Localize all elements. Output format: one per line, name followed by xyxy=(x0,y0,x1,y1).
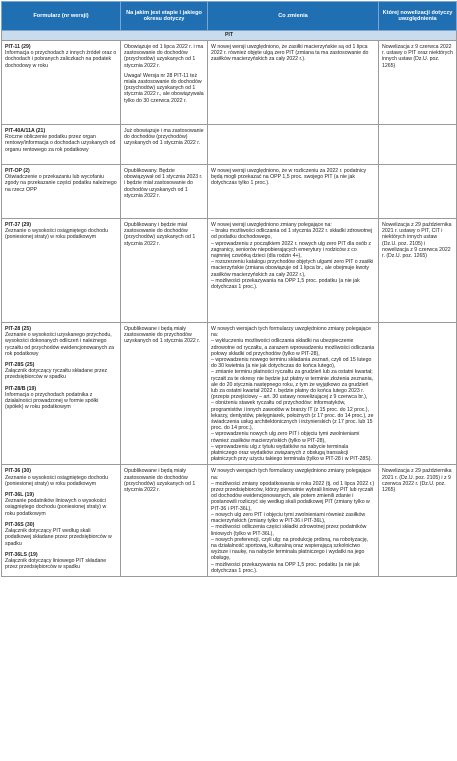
header-amendment: Której nowelizacji dotyczy uwzględnienia xyxy=(379,2,457,31)
status-text: Opublikowane i będą miały zastosowanie do przychodów uzyskanych od 1 stycznia 2022 r. xyxy=(124,326,201,345)
list-item: – wprowadzeniu z początkiem 2022 r. nowych ulg zero PIT dla osób z zagranicy, seniorów niepobierających emerytury i rodziców z co najmniej czwórką dzieci (dla rodzin 4+), xyxy=(211,240,371,260)
status-cell xyxy=(121,465,208,576)
form-description: Roczne obliczenie podatku przez organ rentowy/informacja o dochodach uzyskanych od organu rentowego za rok podatkowy xyxy=(5,134,116,153)
status-text: Opublikowane i będą miały zastosowanie do dochodów (przychodów) uzyskanych od 1 stycznia 2022 r. xyxy=(124,468,196,494)
form-code: PIT-40A/11A (21) xyxy=(5,128,46,134)
changes-lead: W nowej wersji uwzględniono zmiany polegające na: xyxy=(211,222,332,228)
table-row xyxy=(2,165,457,219)
form-code: PIT-36 (30) xyxy=(5,468,31,475)
list-item: – możliwości zmiany opodatkowania w roku 2022 (tj. od 1 lipca 2022 r.) przez przedsiębiorców, którzy pierwotnie wybrali liniowy PIT lub ryczałt od dochodów ewidencjonowanych, ale potem zmienili zdanie i postanowili rozliczyć się według skali podatkowej PIT (zmiany tylko w PIT-36 i PIT-36L), xyxy=(211,480,375,512)
form-description: Załącznik dotyczący PIT według skali podatkowej składane przez przedsiębiorców w spadku xyxy=(5,528,112,547)
changes-cell xyxy=(208,219,379,323)
header-stage: Na jakim jest etapie i jakiego okresu dotyczy xyxy=(121,2,208,31)
changes-list xyxy=(211,338,375,462)
form-cell xyxy=(2,41,121,125)
list-item: – wykluczeniu możliwości odliczania składki na ubezpieczenie zdrowotne od ryczałtu, a zarazem wprowadzeniu możliwości odliczania połowy składki od przychodów (tylko w PIT-28), xyxy=(211,338,375,357)
header-form: Formularz (nr wersji) xyxy=(2,2,121,31)
list-item: – nowych preferencji, czyli ulg: na produkcję próbną, na robotyzację, na działalność sportową, kulturalną oraz wspierającą szkolnictwo wyższe i naukę, na nabycie terminala płatniczego i wydatki na jego obsługę, xyxy=(211,536,369,562)
list-item: – możliwości odliczenia części składki zdrowotnej przez podatników liniowych (tylko w PIT-36L), xyxy=(211,524,367,537)
form-cell xyxy=(2,323,121,465)
form-code: PIT-28/B (19) xyxy=(5,385,37,392)
changes-lead: W nowych wersjach tych formularzy uwzględniono zmiany polegające na: xyxy=(211,326,372,339)
changes-cell xyxy=(208,465,379,576)
changes-lead: W nowej wersji uwzględniono, że zasiłki macierzyńskie są od 1 lipca 2022 r. również objęte ulgą zero PIT (zmiana ta ma zastosowanie do zasiłków macierzyńskich za cały 2022 r.). xyxy=(211,44,369,63)
list-item: – nowych ulg zero PIT i objęciu tymi zwolnieniami również zasiłków macierzyńskich (zmiany tylko w PIT-36 i PIT-36L), xyxy=(211,511,366,525)
form-description: Oświadczenie o przekazaniu lub wycofaniu zgody na przekazanie części podatku należnego na rzecz OPP xyxy=(5,174,117,193)
amendment-text: Nowelizacja z 29 października 2021 r. (Dz.U. poz. 2105) i z 9 czerwca 2022 r. (Dz.U. poz. 1265) xyxy=(382,468,452,494)
list-item: – możliwości przekazywania na OPP 1,5 proc. podatku (a nie jak dotychczas 1 proc.). xyxy=(211,561,360,574)
changes-list xyxy=(211,228,375,290)
list-item: – zmianie terminu płatności ryczałtu za grudzień lub za ostatni kwartał; ryczałt za te okresy nie będzie już płatny w terminie złożenia zeznania, ale do 20 stycznia następnego roku, z tym że wyjątkowo za grudzień lub za ostatni kwartał 2022 r. będzie płatny do końca lutego 2023 r. (przepis przejściowy – art. 30 ustawy nowelizującej z 9 czerwca br.), xyxy=(211,369,374,401)
header-row xyxy=(2,2,457,31)
status-cell xyxy=(121,219,208,323)
form-description: Zeznanie podatników liniowych o wysokości osiągniętego dochodu (poniesionej straty) w roku podatkowym xyxy=(5,498,107,517)
status-note: Uwaga! Wersja nr 28 PIT-11 też miała zastosowanie do dochodów (przychodów) uzyskanych od 1 stycznia 2022 r., ale obowiązywała tylko do 30 czerwca 2022 r. xyxy=(124,72,204,104)
form-code: PIT-11 (29) xyxy=(5,44,31,50)
list-item: – wprowadzeniu ulg z tytułu wydatków na nabycie terminala płatniczego oraz wydatków związanych z obsługą transakcji płatniczych przy użyciu takiego terminala (tylko w PIT-28 i w PIT-28S). xyxy=(211,443,372,463)
form-description: Zeznanie o wysokości uzyskanego przychodu, wysokości dokonanych odliczeń i należnego ryczałtu od przychodów ewidencjonowanych za rok podatkowy xyxy=(5,332,114,357)
header-changes: Co zmienia xyxy=(208,2,379,31)
form-cell xyxy=(2,219,121,323)
form-cell xyxy=(2,165,121,219)
table-row xyxy=(2,219,457,323)
form-description: Załącznik dotyczący ryczałtu składane przez przedsiębiorców w spadku xyxy=(5,368,108,381)
amendment-text: Nowelizacja z 29 października 2021 r. ustawy o PIT, CIT i niektórych innych ustaw (Dz.U. poz. 2105) i nowelizacja z 9 czerwca 2022 r. (Dz.U. poz. 1265) xyxy=(382,222,452,260)
status-text: Już obowiązuje i ma zastosowanie do dochodów (przychodów) uzyskanych od 1 stycznia 2022 r. xyxy=(124,128,204,147)
list-item: – wprowadzeniu nowych ulg zero PIT i objęciu tymi zwolnieniami również zasiłków macierzyńskich (tylko w PIT-28), xyxy=(211,431,360,444)
changes-cell xyxy=(208,41,379,125)
status-cell xyxy=(121,323,208,465)
form-code: PIT-36S (30) xyxy=(5,521,35,528)
form-code: PIT-36L (19) xyxy=(5,492,35,499)
form-description: Załącznik dotyczący liniowego PIT składane przez przedsiębiorców w spadku xyxy=(5,557,107,571)
changes-cell xyxy=(208,323,379,465)
form-description: Informacja o przychodach z innych źródeł oraz o dochodach i pobranych zaliczkach na podatek dochodowy w roku xyxy=(5,50,117,69)
list-item: – obniżeniu stawek ryczałtu od przychodów: informatyków, programistów i innych zawodów w branży IT (z 15 proc. do 12 proc.), lekarzy, dentystów, pielęgniarek, położnych (z 17 proc. do 14 proc.), ze świadczenia usług architektonicznych i inżynierskich (z 17 proc. lub 15 proc. do 14 proc.), xyxy=(211,400,374,432)
amendment-text: Nowelizacja z 9 czerwca 2022 r. ustawy o PIT oraz niektórych innych ustaw (Dz.U. poz. 1265) xyxy=(382,44,453,69)
table-row xyxy=(2,323,457,465)
list-item: – braku możliwości odliczania od 1 stycznia 2022 r. składki zdrowotnej od podatku dochodowego, xyxy=(211,228,373,241)
amendment-cell xyxy=(379,219,457,323)
amendment-cell xyxy=(379,465,457,576)
status-cell xyxy=(121,125,208,165)
form-code: PIT-28 (25) xyxy=(5,326,31,332)
status-text: Opublikowany. Będzie obowiązywał od 1 stycznia 2023 r. i będzie miał zastosowanie do dochodów uzyskanych od 1 stycznia 2022 r. xyxy=(124,168,203,199)
changes-cell xyxy=(208,165,379,219)
form-code: PIT-OP (2) xyxy=(5,168,30,174)
form-code: PIT-28S (25) xyxy=(5,362,35,369)
status-cell xyxy=(121,165,208,219)
changes-cell xyxy=(208,125,379,165)
changes-lead: W nowych wersjach tych formularzy uwzględniono zmiany polegające na: xyxy=(211,468,372,481)
status-text: Obowiązuje od 1 lipca 2022 r. i ma zastosowanie do dochodów (przychodów) uzyskanych od 1 stycznia 2022 r. xyxy=(124,44,204,69)
form-cell xyxy=(2,125,121,165)
pit-forms-table xyxy=(1,1,457,577)
status-cell xyxy=(121,41,208,125)
changes-lead: W nowej wersji uwzględniono, że w rozliczeniu za 2022 r. podatnicy będą mogli przekazać na OPP 1,5 proc. swojego PIT (a nie jak dotychczas tylko 1 proc.). xyxy=(211,168,367,187)
form-code: PIT-36LS (19) xyxy=(5,551,38,558)
table-row xyxy=(2,125,457,165)
list-item: – rozszerzeniu katalogu przychodów objętych ulgami zero PIT o zasiłki macierzyńskie (zmiana obowiązuje od 1 lipca br., ale obejmuje kwoty zasiłków macierzyńskich za cały 2022 r.), xyxy=(211,259,374,278)
form-description: Zeznanie o wysokości osiągniętego dochodu (poniesionej straty) w roku podatkowym xyxy=(5,474,108,487)
section-label: PIT xyxy=(2,31,457,41)
list-item: – możliwości przekazywania na OPP 1,5 proc. podatku (a nie jak dotychczas 1 proc.). xyxy=(211,277,360,291)
form-description: Informacja o przychodach podatnika z działalności prowadzonej w formie spółki (spółek) w roku podatkowym xyxy=(5,391,99,411)
form-cell xyxy=(2,465,121,576)
amendment-cell xyxy=(379,41,457,125)
table-row xyxy=(2,41,457,125)
section-row xyxy=(2,31,457,41)
table-row xyxy=(2,465,457,576)
changes-list xyxy=(211,481,375,574)
status-text: Opublikowany i będzie miał zastosowanie do dochodów (przychodów) uzyskanych od 1 stycznia 2022 r. xyxy=(124,222,196,247)
amendment-cell xyxy=(379,125,457,165)
form-code: PIT-37 (29) xyxy=(5,222,31,228)
amendment-cell xyxy=(379,323,457,465)
form-description: Zeznanie o wysokości osiągniętego dochodu (poniesionej straty) w roku podatkowym xyxy=(5,228,108,241)
list-item: – wprowadzeniu nowego terminu składania zeznań, czyli od 15 lutego do 30 kwietnia (a nie jak dotychczas do końca lutego), xyxy=(211,357,372,370)
amendment-cell xyxy=(379,165,457,219)
